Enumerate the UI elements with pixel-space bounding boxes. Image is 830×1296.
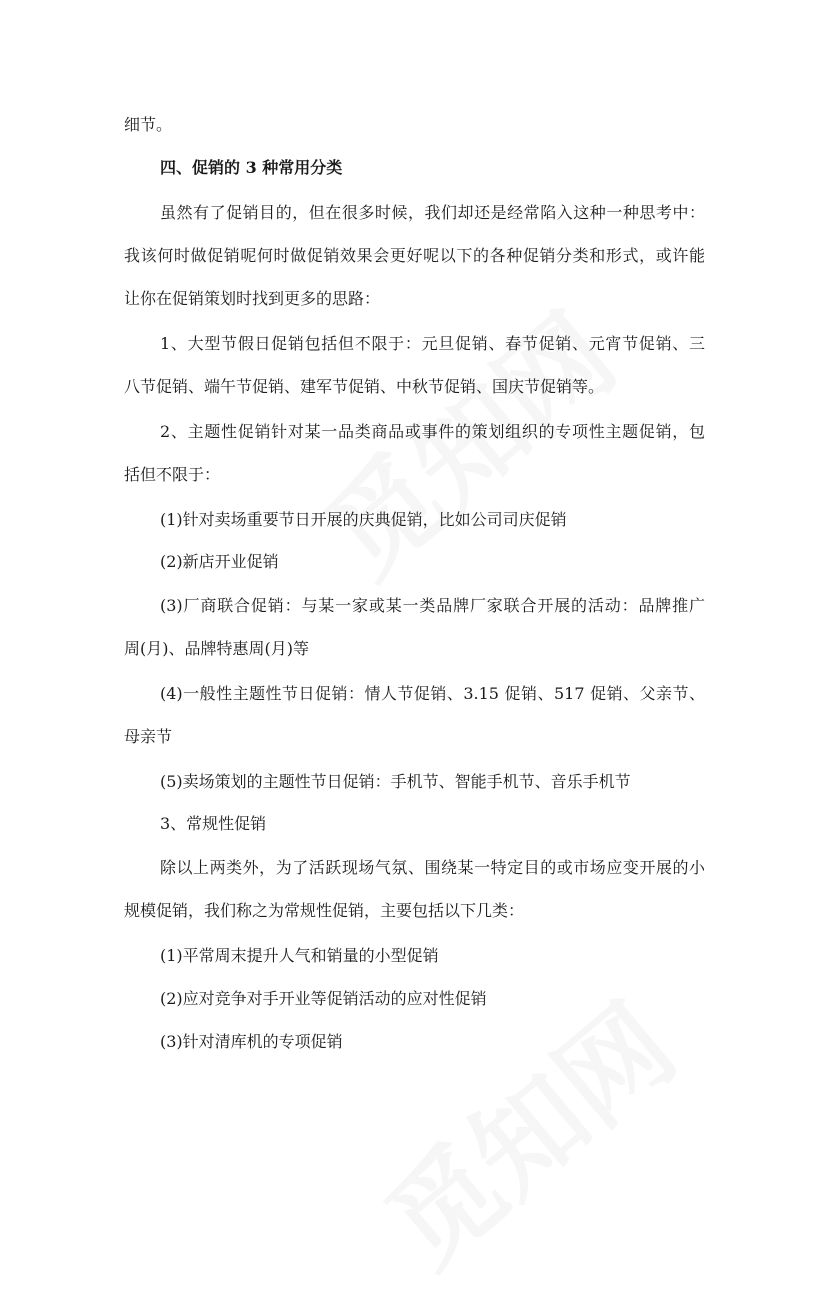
sub-list-item-continuation: 周(月)、品牌特惠周(月)等 bbox=[124, 639, 309, 658]
paragraph-line: 细节。 bbox=[124, 115, 173, 134]
sub-list-item: (1)针对卖场重要节日开展的庆典促销，比如公司司庆促销 bbox=[160, 510, 567, 529]
paragraph-line: 规模促销，我们称之为常规性促销，主要包括以下几类： bbox=[124, 901, 525, 920]
list-item: 1、大型节假日促销包括但不限于：元旦促销、春节促销、元宵节促销、三 bbox=[160, 334, 705, 353]
list-item: 2、主题性促销针对某一品类商品或事件的策划组织的专项性主题促销，包 bbox=[160, 422, 705, 441]
sub-list-item: (5)卖场策划的主题性节日促销：手机节、智能手机节、音乐手机节 bbox=[160, 772, 631, 791]
sub-list-item-continuation: 母亲节 bbox=[124, 727, 173, 746]
paragraph-line: 我该何时做促销呢何时做促销效果会更好呢以下的各种促销分类和形式，或许能 bbox=[124, 246, 705, 265]
watermark bbox=[348, 962, 702, 1295]
list-item-continuation: 八节促销、端午节促销、建军节促销、中秋节促销、国庆节促销等。 bbox=[124, 377, 605, 396]
sub-list-item: (4)一般性主题性节日促销：情人节促销、3.15 促销、517 促销、父亲节、 bbox=[160, 684, 705, 703]
sub-list-item: (3)厂商联合促销：与某一家或某一类品牌厂家联合开展的活动：品牌推广 bbox=[160, 596, 705, 615]
sub-list-item: (2)应对竞争对手开业等促销活动的应对性促销 bbox=[160, 989, 487, 1008]
sub-list-item: (1)平常周末提升人气和销量的小型促销 bbox=[160, 946, 439, 965]
paragraph-line: 除以上两类外，为了活跃现场气氛、围绕某一特定目的或市场应变开展的小 bbox=[160, 858, 705, 877]
paragraph-line: 让你在促销策划时找到更多的思路： bbox=[124, 289, 381, 308]
list-item-continuation: 括但不限于： bbox=[124, 465, 221, 484]
sub-list-item: (3)针对清库机的专项促销 bbox=[160, 1032, 343, 1051]
section-heading: 四、促销的 3 种常用分类 bbox=[160, 158, 343, 177]
paragraph-line: 虽然有了促销目的，但在很多时候，我们却还是经常陷入这种一种思考中： bbox=[160, 203, 705, 222]
sub-list-item: (2)新店开业促销 bbox=[160, 552, 279, 571]
list-item: 3、常规性促销 bbox=[160, 814, 267, 833]
